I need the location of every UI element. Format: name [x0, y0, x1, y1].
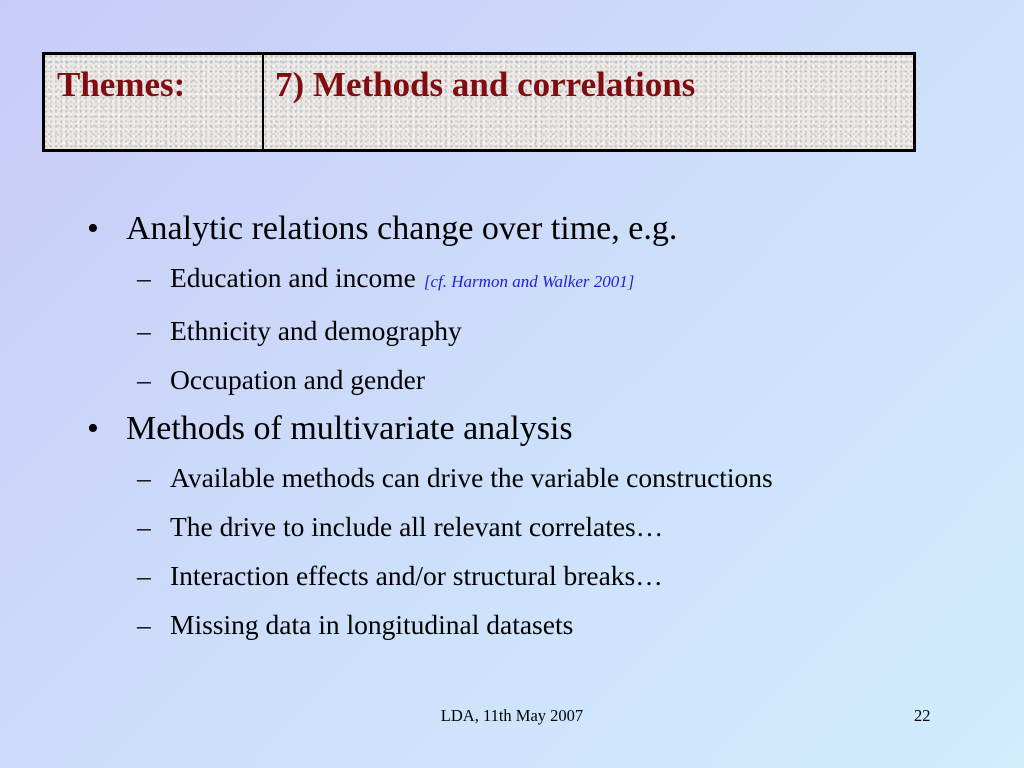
bullet-icon: •	[87, 410, 99, 447]
footer-date: LDA, 11th May 2007	[440, 706, 584, 725]
sub-item	[84, 502, 964, 551]
dash-icon: –	[137, 609, 151, 640]
bullet-text: Analytic relations change over time, e.g.	[126, 210, 678, 247]
sub-item-text: Missing data in longitudinal datasets	[170, 609, 574, 640]
bullet-text: Methods of multivariate analysis	[126, 410, 573, 447]
page-number: 22	[914, 706, 931, 725]
themes-label: Themes:	[45, 55, 264, 149]
slide-content	[84, 208, 964, 649]
bullet-group	[84, 408, 964, 649]
dash-icon: –	[137, 262, 151, 293]
dash-icon: –	[137, 364, 151, 395]
dash-icon: –	[137, 560, 151, 591]
bullet-group	[84, 208, 964, 404]
dash-icon: –	[137, 462, 151, 493]
sub-item-text: Ethnicity and demography	[170, 315, 462, 346]
bullet-item	[84, 208, 964, 250]
sub-item	[84, 453, 964, 502]
sub-item-text: Occupation and gender	[170, 364, 426, 395]
dash-icon: –	[137, 511, 151, 542]
dash-icon: –	[137, 315, 151, 346]
citation: [cf. Harmon and Walker 2001]	[423, 272, 635, 291]
sub-item	[84, 551, 964, 600]
slide-title: 7) Methods and correlations	[275, 65, 696, 104]
sub-item	[84, 253, 964, 306]
sub-item	[84, 355, 964, 404]
slide-header-box	[42, 52, 916, 152]
sub-item	[84, 600, 964, 649]
sub-item	[84, 306, 964, 355]
bullet-item	[84, 408, 964, 450]
sub-item-text: Interaction effects and/or structural breaks…	[170, 560, 663, 591]
sub-item-text: Available methods can drive the variable constructions	[170, 462, 773, 493]
sub-item-text: The drive to include all relevant correlates…	[170, 511, 664, 542]
bullet-icon: •	[87, 210, 99, 247]
sub-item-text: Education and income	[170, 262, 416, 293]
